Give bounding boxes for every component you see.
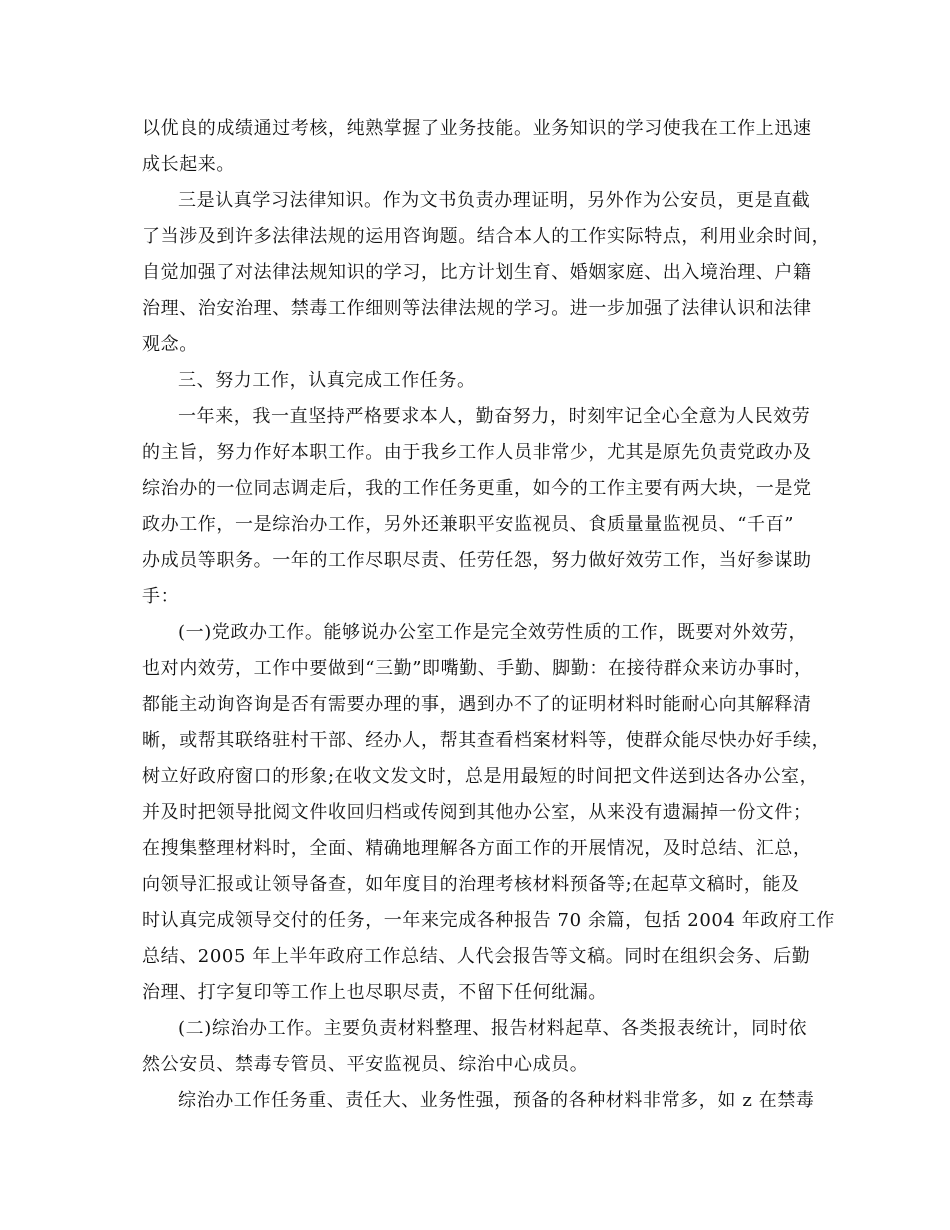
text-line: 树立好政府窗口的形象;在收文发文时，总是用最短的时间把文件送到达各办公室， [142, 766, 819, 787]
text-line: 成长起来。 [142, 154, 235, 175]
text-line: 政办工作，一是综治办工作，另外还兼职平安监视员、食质量量监视员、“千百” [142, 514, 795, 535]
text-line: 晰，或帮其联络驻村干部、经办人，帮其查看档案材料等，使群众能尽快办好手续， [142, 730, 831, 751]
text-line: 一年来，我一直坚持严格要求本人，勤奋努力，时刻牢记全心全意为人民效劳 [178, 406, 811, 427]
text-line: 综治办的一位同志调走后，我的工作任务更重，如今的工作主要有两大块，一是党 [142, 478, 812, 499]
text-line: 三是认真学习法律知识。作为文书负责办理证明，另外作为公安员，更是直截 [178, 190, 811, 211]
text-line: 也对内效劳，工作中要做到“三勤”即嘴勤、手勤、脚勤：在接待群众来访办事时， [142, 658, 813, 679]
text-line: 办成员等职务。一年的工作尽职尽责、任劳任怨，努力做好效劳工作，当好参谋助 [142, 550, 812, 571]
text-line: 都能主动询咨询是否有需要办理的事，遇到办不了的证明材料时能耐心向其解释清 [142, 694, 812, 715]
text-line: (一)党政办工作。能够说办公室工作是完全效劳性质的工作，既要对外效劳， [178, 622, 808, 643]
text-line: 总结、2005 年上半年政府工作总结、人代会报告等文稿。同时在组织会务、后勤 [142, 946, 811, 967]
text-line: 三、努力工作，认真完成工作任务。 [178, 370, 476, 391]
text-line: 治理、打字复印等工作上也尽职尽责，不留下任何纰漏。 [142, 982, 607, 1003]
text-line: 观念。 [142, 334, 198, 355]
text-line: 在搜集整理材料时，全面、精确地理解各方面工作的开展情况，及时总结、汇总， [142, 838, 812, 859]
text-line: 以优良的成绩通过考核，纯熟掌握了业务技能。业务知识的学习使我在工作上迅速 [142, 118, 812, 139]
text-line: 手： [142, 586, 180, 607]
text-line: 向领导汇报或让领导备查，如年度目的治理考核材料预备等;在起草文稿时，能及 [142, 874, 800, 895]
text-line: 综治办工作任务重、责任大、业务性强，预备的各种材料非常多，如 z 在禁毒 [178, 1090, 815, 1111]
text-line: 时认真完成领导交付的任务，一年来完成各种报告 70 余篇，包括 2004 年政府工作 [142, 910, 835, 931]
text-line: 然公安员、禁毒专管员、平安监视员、综治中心成员。 [142, 1054, 589, 1075]
text-line: 治理、治安治理、禁毒工作细则等法律法规的学习。进一步加强了法律认识和法律 [142, 298, 812, 319]
text-line: 并及时把领导批阅文件收回归档或传阅到其他办公室，从来没有遗漏掉一份文件； [142, 802, 812, 823]
text-line: 了当涉及到许多法律法规的运用咨询题。结合本人的工作实际特点，利用业余时间， [142, 226, 831, 247]
text-line: (二)综治办工作。主要负责材料整理、报告材料起草、各类报表统计，同时依 [178, 1018, 808, 1039]
text-line: 的主旨，努力作好本职工作。由于我乡工作人员非常少，尤其是原先负责党政办及 [142, 442, 812, 463]
text-line: 自觉加强了对法律法规知识的学习，比方计划生育、婚姻家庭、出入境治理、户籍 [142, 262, 812, 283]
